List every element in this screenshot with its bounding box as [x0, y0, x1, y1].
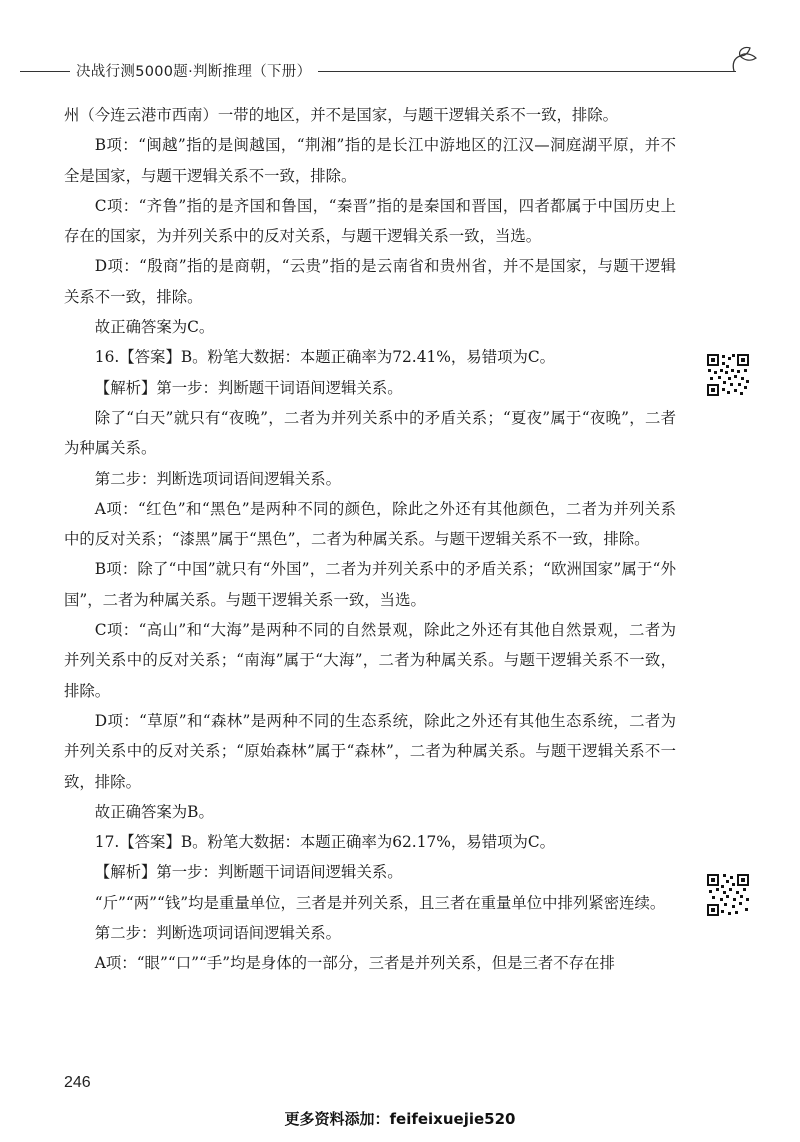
paragraph: A项：“红色”和“黑色”是两种不同的颜色，除此之外还有其他颜色，二者为并列关系中的反对关系；“漆黑”属于“黑色”，二者为种属关系。与题干逻辑关系不一致，排除。 — [64, 499, 676, 549]
paragraph: 第二步：判断选项词语间逻辑关系。 — [94, 469, 342, 488]
paragraph: “斤”“两”“钱”均是重量单位，三者是并列关系，且三者在重量单位中排列紧密连续。 — [94, 893, 666, 912]
paragraph: 【解析】第一步：判断题干词语间逻辑关系。 — [94, 863, 403, 882]
book-title: 决战行测5000题·判断推理（下册） — [76, 64, 312, 80]
header-rule-left — [20, 71, 70, 72]
qr-code-icon[interactable] — [706, 353, 750, 397]
paragraph: 第二步：判断选项词语间逻辑关系。 — [94, 924, 342, 943]
page-number: 246 — [64, 1074, 91, 1091]
running-header — [0, 58, 800, 88]
paragraph: C项：“齐鲁”指的是齐国和鲁国，“秦晋”指的是秦国和晋国，四者都属于中国历史上存在的国家，为并列关系中的反对关系，与题干逻辑关系一致，当选。 — [64, 196, 676, 246]
paragraph: A项：“眼”“口”“手”均是身体的一部分，三者是并列关系，但是三者不存在排 — [94, 954, 615, 973]
answer-17: 17.【答案】B。粉笔大数据：本题正确率为62.17%，易错项为C。 — [94, 833, 556, 852]
paragraph: 故正确答案为B。 — [94, 802, 214, 821]
paragraph: C项：“高山”和“大海”是两种不同的自然景观，除此之外还有其他自然景观，二者为并列关系中的反对关系；“南海”属于“大海”，二者为种属关系。与题干逻辑关系不一致，排除。 — [64, 621, 676, 700]
paragraph: 州（今连云港市西南）一带的地区，并不是国家，与题干逻辑关系不一致，排除。 — [64, 106, 619, 124]
paragraph: 除了“白天”就只有“夜晚”，二者为并列关系中的矛盾关系；“夏夜”属于“夜晚”，二者为种属关系。 — [64, 408, 676, 458]
qr-code-icon[interactable] — [706, 873, 750, 917]
paragraph: D项：“草原”和“森林”是两种不同的生态系统，除此之外还有其他生态系统，二者为并列关系中的反对关系；“原始森林”属于“森林”，二者为种属关系。与题干逻辑关系不一致，排除。 — [64, 711, 676, 791]
paragraph: B项：“闽越”指的是闽越国，“荆湘”指的是长江中游地区的江汉—洞庭湖平原，并不全是国家，与题干逻辑关系不一致，排除。 — [64, 136, 676, 185]
body-text — [64, 100, 676, 979]
header-rule-right — [318, 71, 736, 72]
answer-16: 16.【答案】B。粉笔大数据：本题正确率为72.41%，易错项为C。 — [94, 348, 556, 367]
paragraph: B项：除了“中国”就只有“外国”，二者为并列关系中的矛盾关系；“欧洲国家”属于“外国”，二者为种属关系。与题干逻辑关系一致，当选。 — [64, 560, 676, 609]
paragraph: D项：“殷商”指的是商朝，“云贵”指的是云南省和贵州省，并不是国家，与题干逻辑关系不一致，排除。 — [64, 257, 676, 306]
paragraph: 【解析】第一步：判断题干词语间逻辑关系。 — [94, 378, 403, 397]
footer-note: 更多资料添加：feifeixuejie520 — [284, 1110, 516, 1128]
sprout-icon — [726, 42, 766, 72]
paragraph: 故正确答案为C。 — [94, 318, 215, 337]
